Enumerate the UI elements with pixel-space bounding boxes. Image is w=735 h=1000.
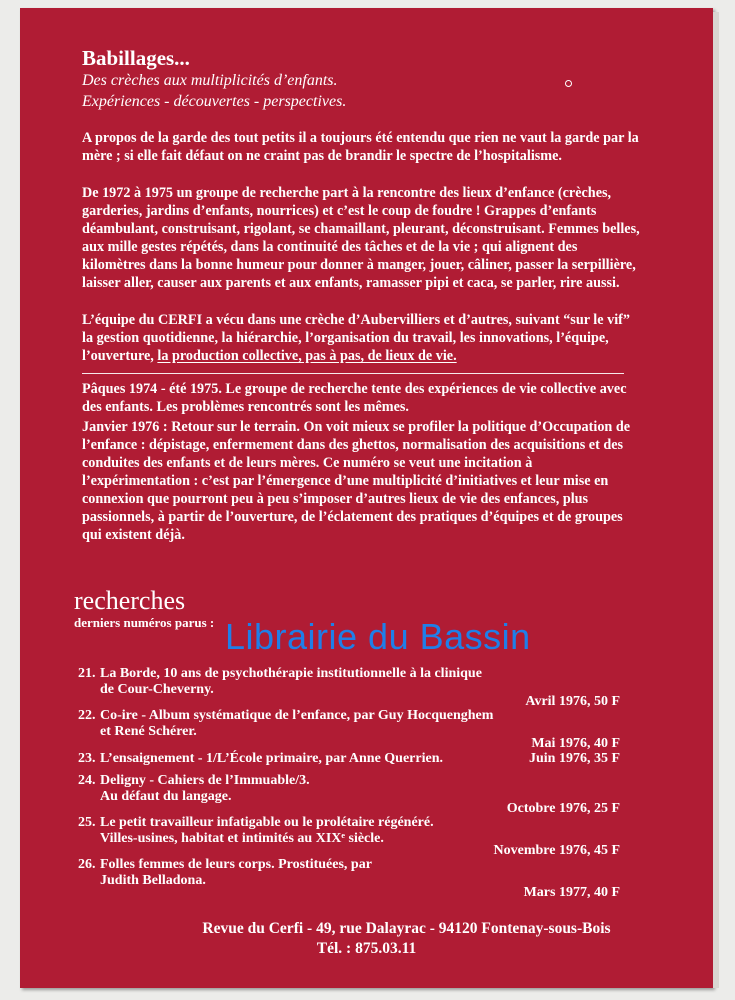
issue-date-price: Mai 1976, 40 F	[531, 736, 620, 751]
issue-item	[78, 708, 620, 751]
issue-number: 23.	[78, 751, 96, 766]
issue-date-price: Octobre 1976, 25 F	[506, 801, 620, 816]
paragraph-janvier: Janvier 1976 : Retour sur le terrain. On voit mieux se profiler la politique d’Occupation de l’enfance : dépistage, enfermement dans des ghettos, normalisation des acquisitions et des conduites des enfants et de leurs mères. Ce numéro se veut une incitation à l’expérimentation : c’est par l’émergence d’une multiplicité d’initiatives et leur mise en connexion que pourront peu à peu s’imposer d’autres lieux de vie des enfances, plus passionnels, à partir de l’ouverture, de l’éclatement des pratiques d’équipes et de groupes qui existent déjà.	[82, 419, 631, 543]
subtitle-line-1: Des crèches aux multiplicités d’enfants.	[82, 72, 338, 89]
issue-number: 21.	[78, 666, 96, 681]
paragraph-intro: A propos de la garde des tout petits il a toujours été entendu que rien ne vaut la garde par la mère ; si elle fait défaut on ne craint pas de brandir le spectre de l’hospitalisme.	[82, 130, 639, 164]
issue-title-line: Co-ire - Album systématique de l’enfance, par Guy Hocquenghem	[100, 708, 494, 723]
issue-item	[78, 666, 620, 709]
issue-title-line: Villes-usines, habitat et intimités au XIXᵉ siècle.	[100, 831, 384, 846]
issue-date-price: Novembre 1976, 45 F	[493, 843, 620, 858]
paragraph-research: De 1972 à 1975 un groupe de recherche part à la rencontre des lieux d’enfance (crèches, garderies, jardins d’enfants, nourrices) et c’est le coup de foudre ! Grappes d’enfants déambulant, construisant, rigolant, se chamaillant, pleurant, déconstruisant. Femmes belles, aux mille gestes répétés, dans la continuité des tâches et de la vie ; qui alignent des kilomètres dans la bonne humeur pour donner à manger, jouer, câliner, passer la serpillière, laisser aller, causer aux parents et aux enfants, ramasser pipi et caca, se parler, rire aussi.	[82, 185, 640, 291]
issue-item	[78, 857, 620, 900]
recherches-subheading: derniers numéros parus :	[74, 615, 215, 630]
issue-date-price: Mars 1977, 40 F	[523, 885, 620, 900]
issue-date-price: Juin 1976, 35 F	[528, 751, 620, 766]
issue-title-line: Au défaut du langage.	[100, 789, 232, 804]
issue-date-price: Avril 1976, 50 F	[525, 694, 620, 709]
issue-title-line: Folles femmes de leurs corps. Prostituées, par	[100, 857, 372, 872]
footer-phone: Tél. : 875.03.11	[316, 940, 417, 957]
issue-title-line: de Cour-Cheverny.	[100, 682, 214, 697]
issue-number: 26.	[78, 857, 96, 872]
issue-number: 22.	[78, 708, 96, 723]
issue-title-line: La Borde, 10 ans de psychothérapie institutionnelle à la clinique	[100, 666, 482, 681]
paragraph-paques: Pâques 1974 - été 1975. Le groupe de recherche tente des expériences de vie collective avec des enfants. Les problèmes rencontrés sont les mêmes.	[82, 381, 627, 415]
watermark-text: Librairie du Bassin	[225, 616, 531, 657]
issue-number: 25.	[78, 815, 96, 830]
issue-number: 24.	[78, 773, 96, 788]
book-back-cover	[20, 8, 713, 988]
issue-title-line: L’ensaignement - 1/L’École primaire, par Anne Querrien.	[100, 751, 443, 766]
paragraph-cerfi	[82, 311, 642, 365]
footer-address: Revue du Cerfi - 49, rue Dalayrac - 94120 Fontenay-sous-Bois	[202, 920, 611, 937]
issue-title-line: Judith Belladona.	[100, 873, 206, 888]
issue-title-line: et René Schérer.	[100, 724, 197, 739]
issue-item	[78, 815, 620, 858]
issue-item	[78, 773, 620, 816]
issue-title-line: Deligny - Cahiers de l’Immuable/3.	[100, 773, 310, 788]
recherches-heading: recherches	[74, 586, 186, 615]
subtitle-line-2: Expériences - découvertes - perspectives.	[82, 93, 347, 110]
circle-mark	[565, 80, 572, 87]
issue-item	[78, 751, 620, 767]
book-title: Babillages...	[82, 46, 190, 70]
issue-title-line: Le petit travailleur infatigable ou le prolétaire régénéré.	[100, 815, 434, 830]
divider-line	[82, 373, 624, 374]
page-edge	[713, 12, 719, 988]
cerfi-underlined-text: la production collective, pas à pas, de lieux de vie.	[157, 348, 457, 364]
cerfi-text: L’équipe du CERFI a vécu dans une crèche d’Aubervilliers et d’autres, suivant “sur le vif” la gestion quotidienne, la hiérarchie, l’organisation du travail, les innovations, l’équipe, l’ouverture,	[82, 312, 630, 364]
